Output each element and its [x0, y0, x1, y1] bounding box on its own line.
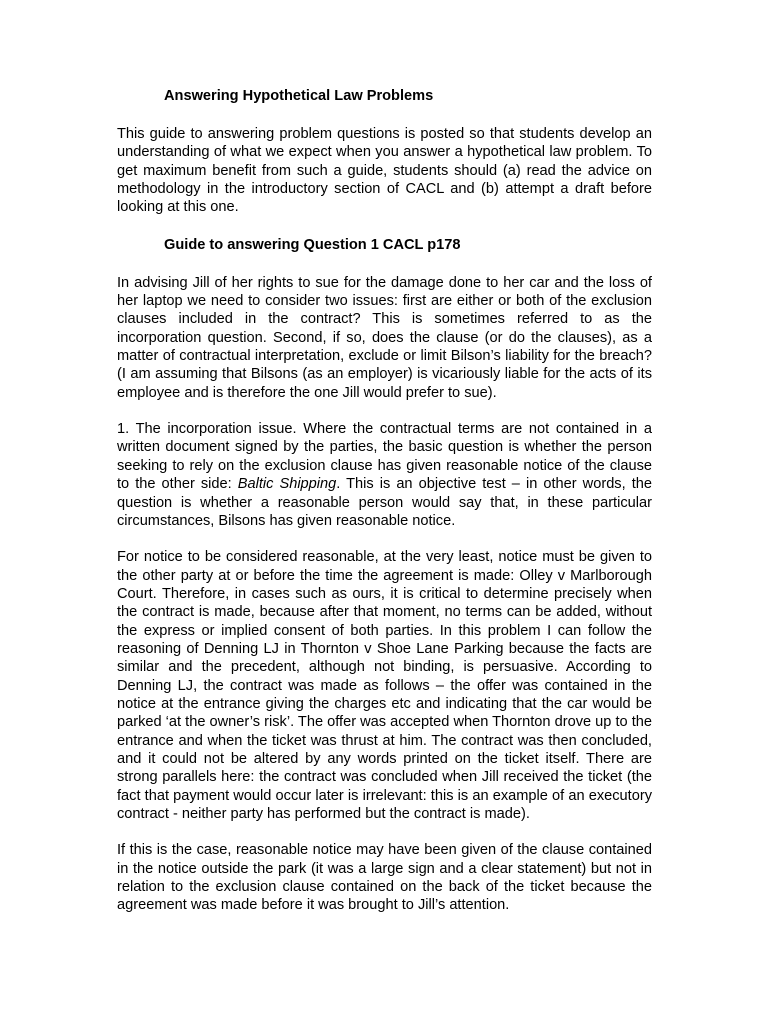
- incorporation-text-start: 1. The incorporation issue. Where the contractual terms are not contained in a written document signed by the parties, the basic question is whether the person seeking to rely on the exclusion clause has given reasonable notice of the clause to the other side:: [117, 421, 652, 493]
- question-heading: Guide to answering Question 1 CACL p178: [164, 236, 461, 253]
- document-title: Answering Hypothetical Law Problems: [164, 88, 434, 104]
- intro-paragraph: This guide to answering problem questions is posted so that students develop an understanding of what we expect when you answer a hypothetical law problem. To get maximum benefit from such a guide, students should (a) read the advice on methodology in the introductory section of CACL and (b) attempt a draft before looking at this one.: [117, 126, 652, 216]
- notice-paragraph: For notice to be considered reasonable, at the very least, notice must be given to the other party at or before the time the agreement is made: Olley v Marlborough Court. Therefore, in cases such as ours, it is critical to determine precisely when the contract is made, because after that moment, no terms can be added, without the express or implied consent of both parties. In this problem I can follow the reasoning of Denning LJ in Thornton v Shoe Lane Parking because the facts are similar and the precedent, although not binding, is persuasive. According to Denning LJ, the contract was made as follows – the offer was contained in the notice at the entrance giving the charges etc and indicating that the car would be parked ‘at the owner’s risk’. The offer was accepted when Thornton drove up to the entrance and when the ticket was thrust at him. The contract was then concluded, and it could not be altered by any words printed on the ticket itself. There are strong parallels here: the contract was concluded when Jill received the ticket (the fact that payment would occur later is irrelevant: this is an example of an executory contract - neither party has performed but the contract is made).: [117, 549, 652, 822]
- case-name-baltic-shipping: Baltic Shipping: [237, 476, 337, 493]
- document-page: [117, 86, 652, 933]
- issues-paragraph: In advising Jill of her rights to sue for the damage done to her car and the loss of her laptop we need to consider two issues: first are either or both of the exclusion clauses included in the contract? This is sometimes referred to as the incorporation question. Second, if so, does the clause (or do the clauses), as a matter of contractual interpretation, exclude or limit Bilson’s liability for the breach? (I am assuming that Bilsons (as an employer) is vicariously liable for the acts of its employee and is therefore the one Jill would prefer to sue).: [117, 274, 652, 401]
- incorporation-paragraph: [117, 420, 652, 530]
- incorporation-text-end: . This is an objective test – in other words, the question is whether a reasonable person would say that, in these particular circumstances, Bilsons has given reasonable notice.: [117, 476, 652, 529]
- conclusion-paragraph: If this is the case, reasonable notice may have been given of the clause contained in the notice outside the park (it was a large sign and a clear statement) but not in relation to the exclusion clause contained on the back of the ticket because the agreement was made before it was brought to Jill’s attention.: [117, 842, 652, 914]
